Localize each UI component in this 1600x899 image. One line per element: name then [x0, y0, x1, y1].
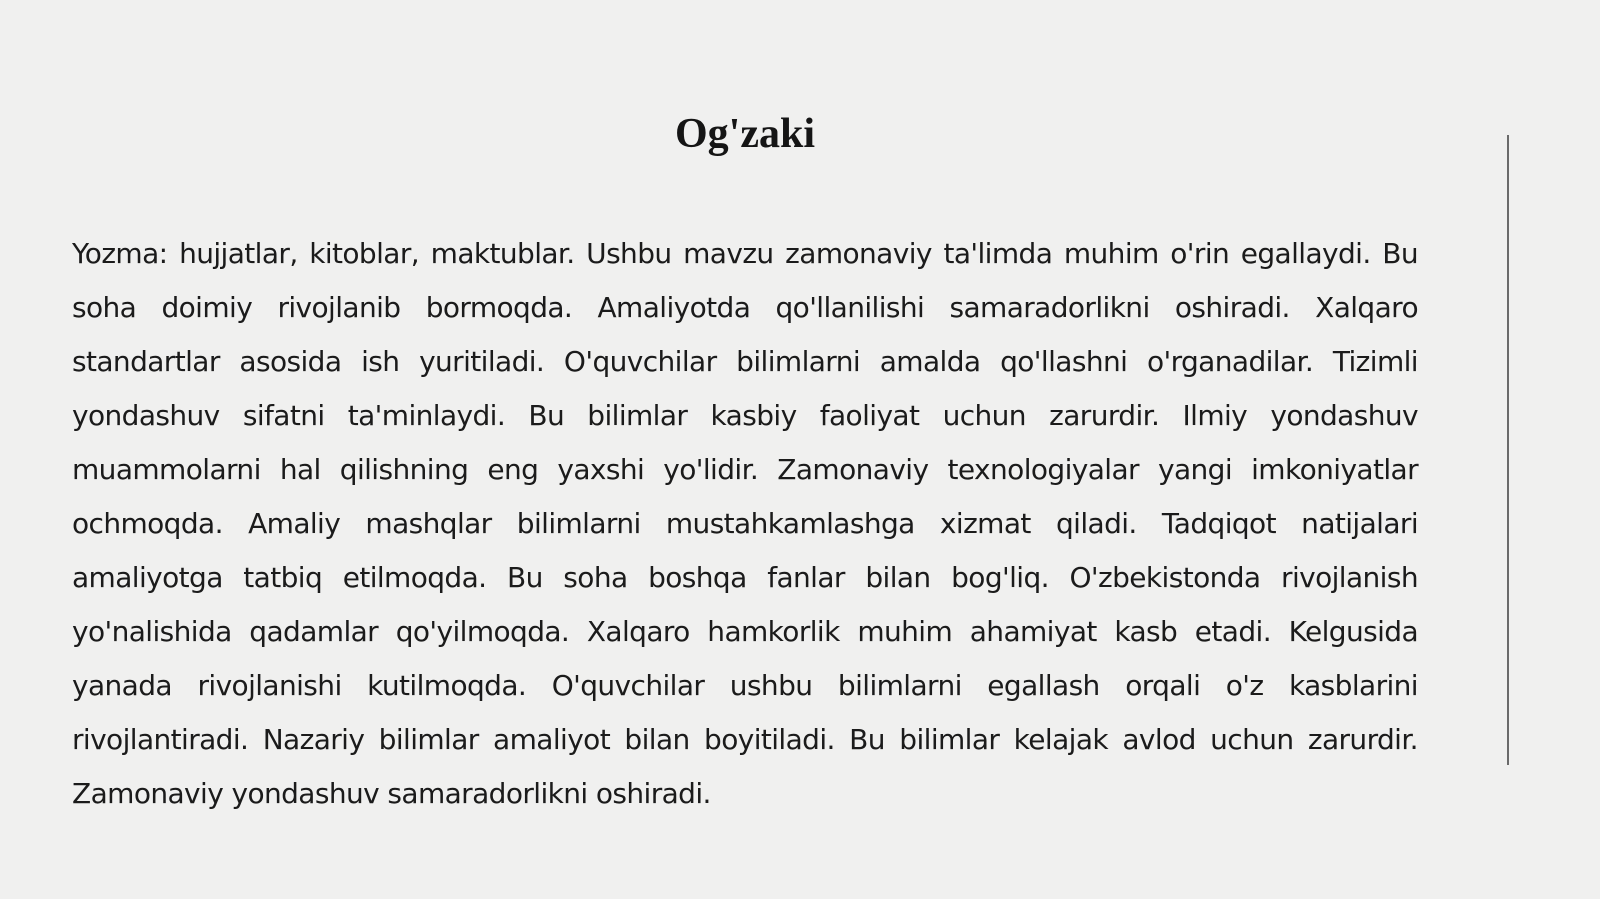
slide-title: Og'zaki: [674, 111, 815, 157]
slide-body-text: Yozma: hujjatlar, kitoblar, maktublar. Ushbu mavzu zamonaviy ta'limda muhim o'rin egallaydi. Bu soha doimiy rivojlanib bormoqda. Amaliyotda qo'llanilishi samaradorlikni oshiradi. Xalqaro standartlar asosida ish yuritiladi. O'quvchilar bilimlarni amalda qo'llashni o'rganadilar. Tizimli yondashuv sifatni ta'minlaydi. Bu bilimlar kasbiy faoliyat uchun zarurdir. Ilmiy yondashuv muammolarni hal qilishning eng yaxshi yo'lidir. Zamonaviy texnologiyalar yangi imkoniyatlar ochmoqda. Amaliy mashqlar bilimlarni mustahkamlashga xizmat qiladi. Tadqiqot natijalari amaliyotga tatbiq etilmoqda. Bu soha boshqa fanlar bilan bog'liq. O'zbekistonda rivojlanish yo'nalishida qadamlar qo'yilmoqda. Xalqaro hamkorlik muhim ahamiyat kasb etadi. Kelgusida yanada rivojlanishi kutilmoqda. O'quvchilar ushbu bilimlarni egallash orqali o'z kasblarini rivojlantiradi. Nazariy bilimlar amaliyot bilan boyitiladi. Bu bilimlar kelajak avlod uchun zarurdir. Zamonaviy yondashuv samaradorlikni oshiradi.: [72, 237, 1418, 810]
vertical-divider: [1507, 135, 1509, 765]
